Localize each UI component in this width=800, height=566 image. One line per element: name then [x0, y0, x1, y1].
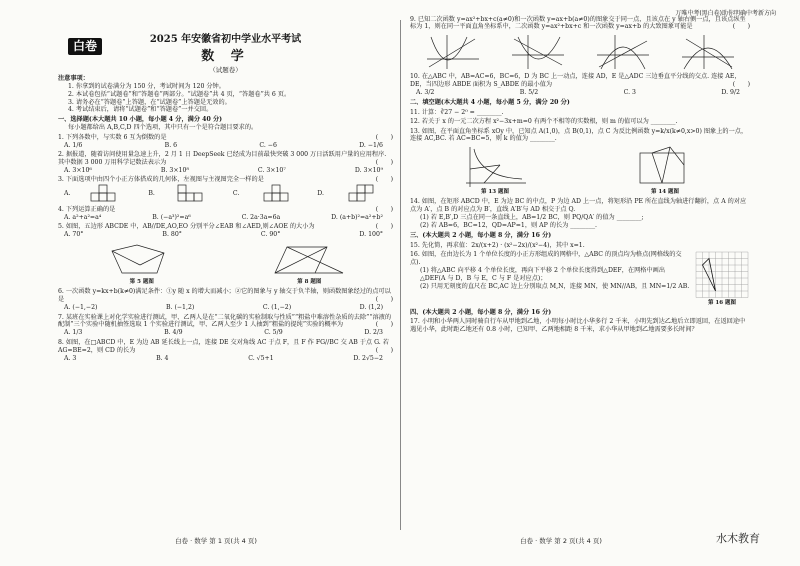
option: B. (−1,2) — [165, 304, 195, 312]
question-16: 16. 如图，在由边长为 1 个单位长度的小正方形组成的网格中，△ABC 的顶点均为格点(网格线的交点). — [410, 251, 682, 266]
question-stem: 9. 已知二次函数 y=ax²+bx+c(a≠0)和一次函数 y=ax+b(a≠0)的图象交于同一点，且该点在 y 轴右侧一点，且该点纵坐标为 1，则在同一平面直角坐标系中，二次函数 y=ax²+bx+c 和一次函数 y=ax+b 的大致图象可能是 — [410, 15, 746, 31]
figure-5 — [102, 241, 182, 286]
figure-13-caption: 第 13 题图 — [481, 189, 509, 196]
question-10: 10. 在△ABC 中，AB=AC=6，BC=6，D 为 BC 上一动点，连接 AD，E 是△ADC 三边垂直平分线的交点. 连接 AE，DE，当四边形 ABDE 面积为 S_ABDE 的最小值为 ( ) A. 3/2 B. 5/2 C. 3 D. 9/2 — [410, 73, 750, 97]
exam-title: 2025 年安徽省初中学业水平考试 — [149, 34, 302, 45]
question-stem: 2. 据报道，随着访问使用量急速上升，2 月 1 日 DeepSeek 已经成为目前最快突破 3 000 万日活跃用户量的应用程序. 其中数据 3 000 万用科学记数法表示为 — [58, 151, 387, 167]
question-stem: 6. 一次函数 y=kx+b(k≠0)满足条件：①y 随 x 的增大而减小；②它的图象与 y 轴交于负半轴，则函数图象经过的点可以是 — [58, 288, 391, 304]
question-14-part-2: (2) 若 AB=6，BC=12，QD=AP=1，则 AP 的长为 ________. — [420, 222, 598, 230]
note-item: 1. 你拿到的试卷满分为 150 分，考试时间为 120 分钟。 — [68, 82, 225, 90]
question-4: 4. 下列运算正确的是 ( ) A. a²+a²=a⁴ B. (−a³)²=a⁶ C. 2a·3a=6a D. (a+b)²=a²+b² — [58, 205, 393, 221]
note-item: 2. 本试卷包括“试题卷”和“答题卷”两部分。“试题卷”共 4 页，“答题卷”共 6 页。 — [68, 90, 291, 98]
question-2: 2. 据报道，随着访问使用量急速上升，2 月 1 日 DeepSeek 已经成为目前最快突破 3 000 万日活跃用户量的应用程序. 其中数据 3 000 万用科学记数法表示为 ( ) A. 3×10⁶ B. 3×10⁸ C. 3×10⁷ D. 3×10⁹ — [58, 151, 393, 175]
option: D. (1,2) — [359, 304, 383, 312]
graph-option-c — [593, 33, 653, 71]
option: A. 3/2 — [416, 89, 435, 97]
page-left — [58, 14, 393, 534]
option: A. — [64, 190, 71, 198]
option: A. a²+a²=a⁴ — [64, 213, 102, 221]
graph-option-b — [508, 33, 568, 71]
option: C. 90° — [260, 231, 281, 239]
question-stem: 10. 在△ABC 中，AB=AC=6，BC=6，D 为 BC 上一动点，连接 AD，E 是△ADC 三边垂直平分线的交点. 连接 AE，DE，当四边形 ABDE 面积为 S_ABDE 的最小值为 — [410, 73, 741, 89]
option: C. √5+1 — [248, 354, 274, 362]
section1-heading: 一、选择题(本大题共 10 小题，每小题 4 分，满分 40 分) — [58, 116, 223, 124]
question-stem: 7. 某班在实验课上对化学实验进行测试，甲、乙两人是在“二氧化碳的实验制取与性质”“粗盐中难溶性杂质的去除”“溶液的配制”三个实验中随机抽签选取 1 个实验进行测试，甲、乙两人至少 1 人抽到“粗盐的提纯”实验的概率为 — [58, 313, 392, 329]
figure-8 — [269, 241, 349, 286]
question-7: 7. 某班在实验课上对化学实验进行测试，甲、乙两人是在“二氧化碳的实验制取与性质”“粗盐中难溶性杂质的去除”“溶液的配制”三个实验中随机抽签选取 1 个实验进行测试，甲、乙两人至少 1 人抽到“粗盐的提纯”实验的概率为 ( ) A. 1/3 B. 4/9 C. 5/9 D. 2/3 — [58, 313, 393, 337]
question-3: 3. 下面选项中由四个小正方体搭成的几何体，左视图与主视图完全一样的是 ( ) A. B. C. D. — [58, 176, 393, 204]
option: A. 1/6 — [64, 141, 83, 149]
page-right — [410, 14, 750, 534]
cube-solid-a-figure — [89, 184, 129, 204]
option: B. (−a³)²=a⁶ — [152, 213, 191, 221]
question-8: 8. 如图，在□ABCD 中，E 为边 AB 延长线上一点，连接 DE 交对角线 AC 于点 F，且 F 作 FG//BC 交 AB 于点 G. 若 AG=BE=2，则 CD 的长为 ( ) A. 3 B. 4 C. √5+1 D. 2√5−2 — [58, 338, 393, 362]
grid-triangle-figure — [694, 250, 750, 300]
option: D. 100° — [359, 231, 383, 239]
option: A. 3 — [64, 354, 77, 362]
question-stem: 4. 下列运算正确的是 — [58, 205, 116, 213]
graph-option-d — [678, 33, 738, 71]
option: D. (a+b)²=a²+b² — [331, 213, 383, 221]
question-1: 1. 下列各数中，与实数 6 互为倒数的是 ( ) A. 1/6 B. 6 C. −6 D. −1/6 — [58, 133, 393, 149]
note-item: 4. 考试结束后，请将“试题卷”和“答题卷”一并交回。 — [68, 106, 213, 114]
option: C. — [232, 190, 240, 198]
note-item: 3. 请务必在“答题卷”上答题，在“试题卷”上答题是无效的。 — [68, 98, 231, 106]
exam-version: （试题卷） — [209, 66, 242, 75]
exam-subject: 数 学 — [201, 48, 250, 64]
option: D. — [317, 190, 324, 198]
figure-row-13-14 — [410, 145, 750, 196]
question-11: 11. 计算：∛27 − 2⁰ = ________. — [410, 108, 504, 116]
figure-5-caption: 第 5 题图 — [129, 279, 154, 286]
question-6: 6. 一次函数 y=kx+b(k≠0)满足条件：①y 随 x 的增大而减小；②它的图象与 y 轴交于负半轴，则函数图象经过的点可以是 ( ) A. (−1,−2) B. (−1,2) C. (1,−2) D. (1,2) — [58, 288, 393, 312]
option: B. 4 — [156, 354, 169, 362]
white-paper-badge: 白卷 — [68, 38, 102, 55]
option: C. 3×10⁷ — [257, 167, 286, 175]
figure-13 — [460, 145, 530, 196]
section2-heading: 二、填空题(本大题共 4 小题，每小题 5 分，满分 20 分) — [410, 99, 570, 107]
option: C. 3 — [623, 89, 636, 97]
option: B. 3×10⁸ — [160, 167, 189, 175]
hyperbola-figure — [460, 145, 530, 189]
option: C. (1,−2) — [262, 304, 292, 312]
option: A. 70° — [64, 231, 84, 239]
question-stem: 3. 下面选项中由四个小正方体搭成的几何体，左视图与主视图完全一样的是 — [58, 176, 264, 184]
footer-right: 白卷 · 数学 第 2 页(共 4 页) — [520, 537, 602, 545]
question-14-part-1: (1) 若 E,B′,D 三点在同一条直线上，AB=1/2 BC，则 PQ/QA′ 的值为 ________; — [420, 214, 644, 222]
question-stem: 8. 如图，在□ABCD 中，E 为边 AB 延长线上一点，连接 DE 交对角线 AC 于点 F，且 F 作 FG//BC 交 AB 于点 G. 若 AG=BE=2，则 CD 的长为 — [58, 338, 389, 354]
option: B. — [148, 190, 155, 198]
section4-heading: 四、(本大题共 2 小题，每小题 8 分，满分 16 分) — [410, 308, 552, 316]
page-divider — [400, 20, 401, 530]
graph-option-a — [423, 33, 483, 71]
section1-intro: 每小题都给出 A,B,C,D 四个选项，其中只有一个是符合题目要求的。 — [68, 124, 258, 132]
question-17: 17. 小明和小华两人同时骑自行车从甲地到乙地，小明每小时比小华多行 2 千米，小明先到达乙地后立即返回，在返回途中遇见小华，此时距乙地还有 0.8 小时，已知甲、乙两地相距 8 千米，求小华从甲地到乙地需要多长时间？ — [410, 318, 746, 333]
parallelogram-figure — [269, 241, 349, 279]
q9-option-graphs — [410, 33, 750, 71]
option: D. 2/3 — [364, 329, 383, 337]
footer-left: 白卷 · 数学 第 1 页(共 4 页) — [175, 537, 257, 545]
figure-14 — [630, 145, 700, 196]
option: D. −1/6 — [359, 141, 383, 149]
question-5: 5. 如图，五边形 ABCDE 中，AB//DE,AO,EO 分别平分∠EAB 和∠AED,则∠AOE 的大小为 ( ) A. 70° B. 80° C. 90° D. 100° — [58, 223, 393, 239]
rectangle-fold-figure — [630, 145, 700, 189]
option: D. 3×10⁹ — [354, 167, 383, 175]
question-16-part-2: (2) 只用无刻度的直尺在 BC,AC 边上分别取点 M,N，连接 MN，使 MN//AB，且 MN=1/2 AB. — [420, 282, 690, 290]
figure-14-caption: 第 14 题图 — [651, 189, 679, 196]
option: A. (−1,−2) — [64, 304, 98, 312]
option: B. 80° — [162, 231, 182, 239]
option: A. 1/3 — [64, 329, 83, 337]
question-16-part-1: (1) 将△ABC 向平移 4 个单位长度，再向下平移 2 个单位长度得到△DEF，在网格中画出△DEF(A 与 D，B 与 E，C 与 F 是对应点)； — [420, 266, 666, 282]
question-stem: 5. 如图，五边形 ABCDE 中，AB//DE,AO,EO 分别平分∠EAB 和∠AED,则∠AOE 的大小为 — [58, 223, 315, 231]
option: B. 6 — [164, 141, 178, 149]
figure-16-caption: 第 16 题图 — [708, 299, 736, 306]
cube-solid-c-figure — [258, 184, 298, 204]
option: D. 2√5−2 — [353, 354, 383, 362]
option: D. 9/2 — [721, 89, 740, 97]
section3-heading: 三、(本大题共 2 小题，每小题 8 分，满分 16 分) — [410, 232, 552, 240]
question-13: 13. 如图，在平面直角坐标系 xOy 中，已知点 A(1,0)，点 B(0,1)，点 C 为反比例函数 y=k/x(k≠0,x>0) 图象上的一点，连接 AC,BC. 若 AC=BC=5，则 k 的值为 ________. — [410, 127, 748, 143]
notes-heading: 注意事项： — [58, 74, 89, 82]
option: A. 3×10⁶ — [64, 167, 92, 175]
header-slogan: 万唯中考(黑白卷)助你明确中考新方向 — [675, 10, 776, 17]
question-16-block — [410, 250, 750, 307]
figure-row-5-8 — [58, 241, 393, 286]
watermark: 水木教育 — [716, 532, 760, 545]
option: C. 2a·3a=6a — [241, 213, 281, 221]
option: C. 5/9 — [264, 329, 283, 337]
question-15: 15. 先化简，再求值：2x/(x+2) · (x²−2x)/(x²−4)，其中 x=1. — [410, 241, 585, 249]
pentagon-figure — [102, 241, 182, 279]
option: B. 4/9 — [164, 329, 183, 337]
question-14: 14. 如图，在矩形 ABCD 中，E 为边 BC 的中点，P 为边 AD 上一点，将矩形沿 PE 所在直线为轴进行翻折，点 A 的对应点为 A′，点 B 的对应点为 B′，直线 A′B′与 AD 相交于点 Q. — [410, 198, 747, 214]
question-9: 9. 已知二次函数 y=ax²+bx+c(a≠0)和一次函数 y=ax+b(a≠0)的图象交于同一点，且该点在 y 轴右侧一点，且该点纵坐标为 1，则在同一平面直角坐标系中，二次函数 y=ax²+bx+c 和一次函数 y=ax+b 的大致图象可能是 ( ) — [410, 16, 750, 72]
option: C. −6 — [259, 141, 277, 149]
figure-8-caption: 第 8 题图 — [297, 279, 322, 286]
option: B. 5/2 — [519, 89, 539, 97]
question-12: 12. 若关于 x 的一元二次方程 x²−3x+m=0 有两个不相等的实数根，则 m 的值可以为 ________. — [410, 118, 678, 126]
figure-16 — [694, 250, 750, 307]
question-stem: 1. 下列各数中，与实数 6 互为倒数的是 — [58, 133, 167, 141]
cube-solid-d-figure — [343, 184, 383, 204]
cube-solid-b-figure — [174, 184, 214, 204]
